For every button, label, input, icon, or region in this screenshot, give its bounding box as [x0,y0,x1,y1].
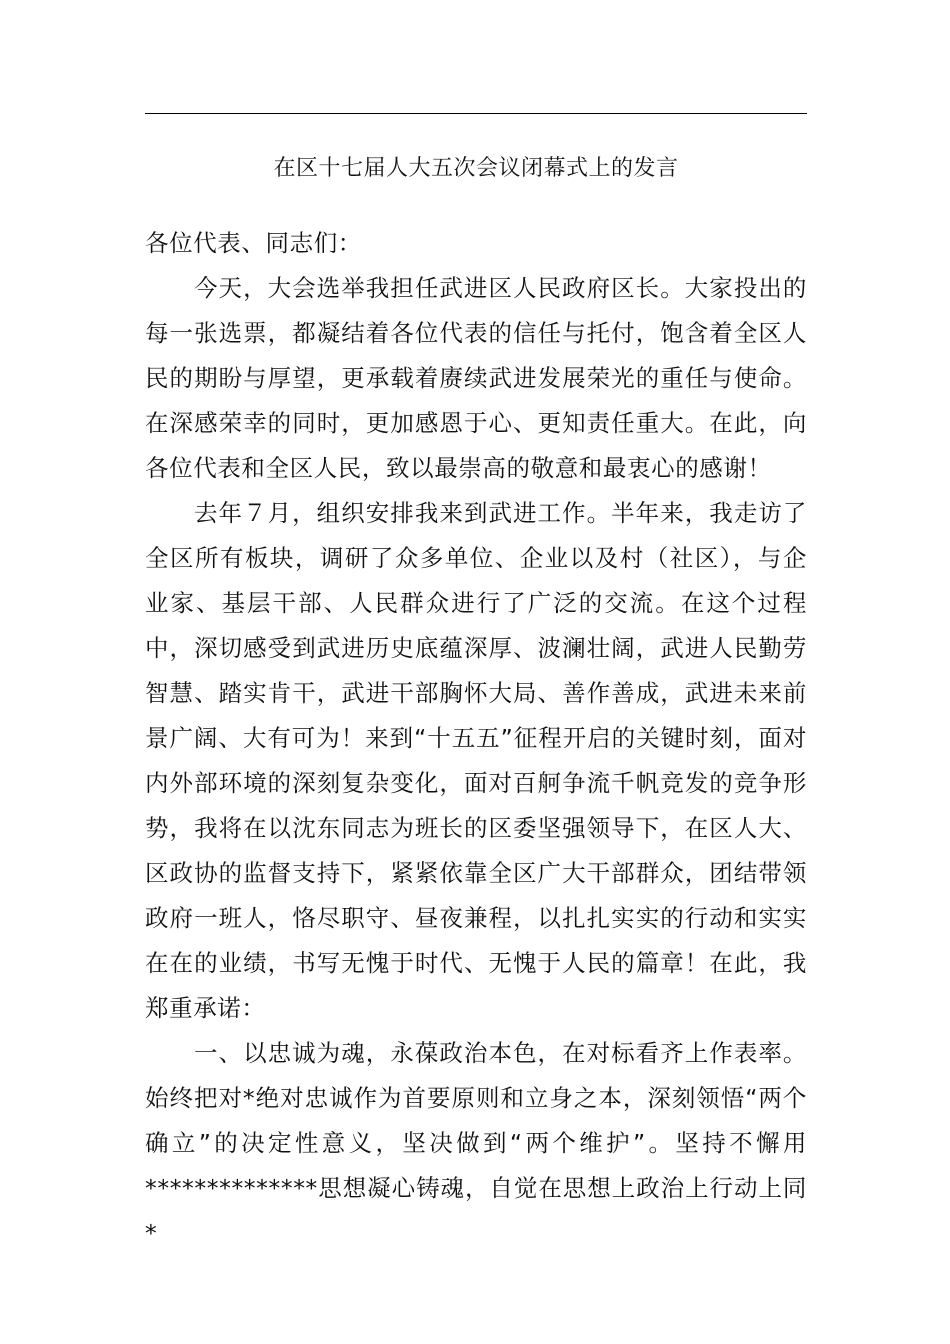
document-body [145,221,807,1256]
salutation: 各位代表、同志们： [145,229,362,257]
paragraph: 一、以忠诚为魂，永葆政治本色，在对标看齐上作表率。始终把对*绝对忠诚作为首要原则和立身之本，深刻领悟“两个确立”的决定性意义，坚决做到“两个维护”。坚持不懈用**************思想凝心铸魂，自觉在思想上政治上行动上同* [145,1039,807,1247]
document-title: 在区十七届人大五次会议闭幕式上的发言 [273,156,679,181]
paragraph: 去年７月，组织安排我来到武进工作。半年来，我走访了全区所有板块，调研了众多单位、企业以及村（社区），与企业家、基层干部、人民群众进行了广泛的交流。在这个过程中，深切感受到武进历史底蕴深厚、波澜壮阔，武进人民勤劳智慧、踏实肯干，武进干部胸怀大局、善作善成，武进未来前景广阔、大有可为！来到“十五五”征程开启的关键时刻，面对内外部环境的深刻复杂变化，面对百舸争流千帆竞发的竞争形势，我将在以沈东同志为班长的区委坚强领导下，在区人大、区政协的监督支持下，紧紧依靠全区广大干部群众，团结带领政府一班人，恪尽职守、昼夜兼程，以扎扎实实的行动和实实在在的业绩，书写无愧于时代、无愧于人民的篇章！在此，我郑重承诺： [145,499,807,1022]
paragraph: 今天，大会选举我担任武进区人民政府区长。大家投出的每一张选票，都凝结着各位代表的信任与托付，饱含着全区人民的期盼与厚望，更承载着赓续武进发展荣光的重任与使命。在深感荣幸的同时，更加感恩于心、更知责任重大。在此，向各位代表和全区人民，致以最崇高的敬意和最衷心的感谢！ [145,274,807,482]
header-rule [145,113,807,114]
